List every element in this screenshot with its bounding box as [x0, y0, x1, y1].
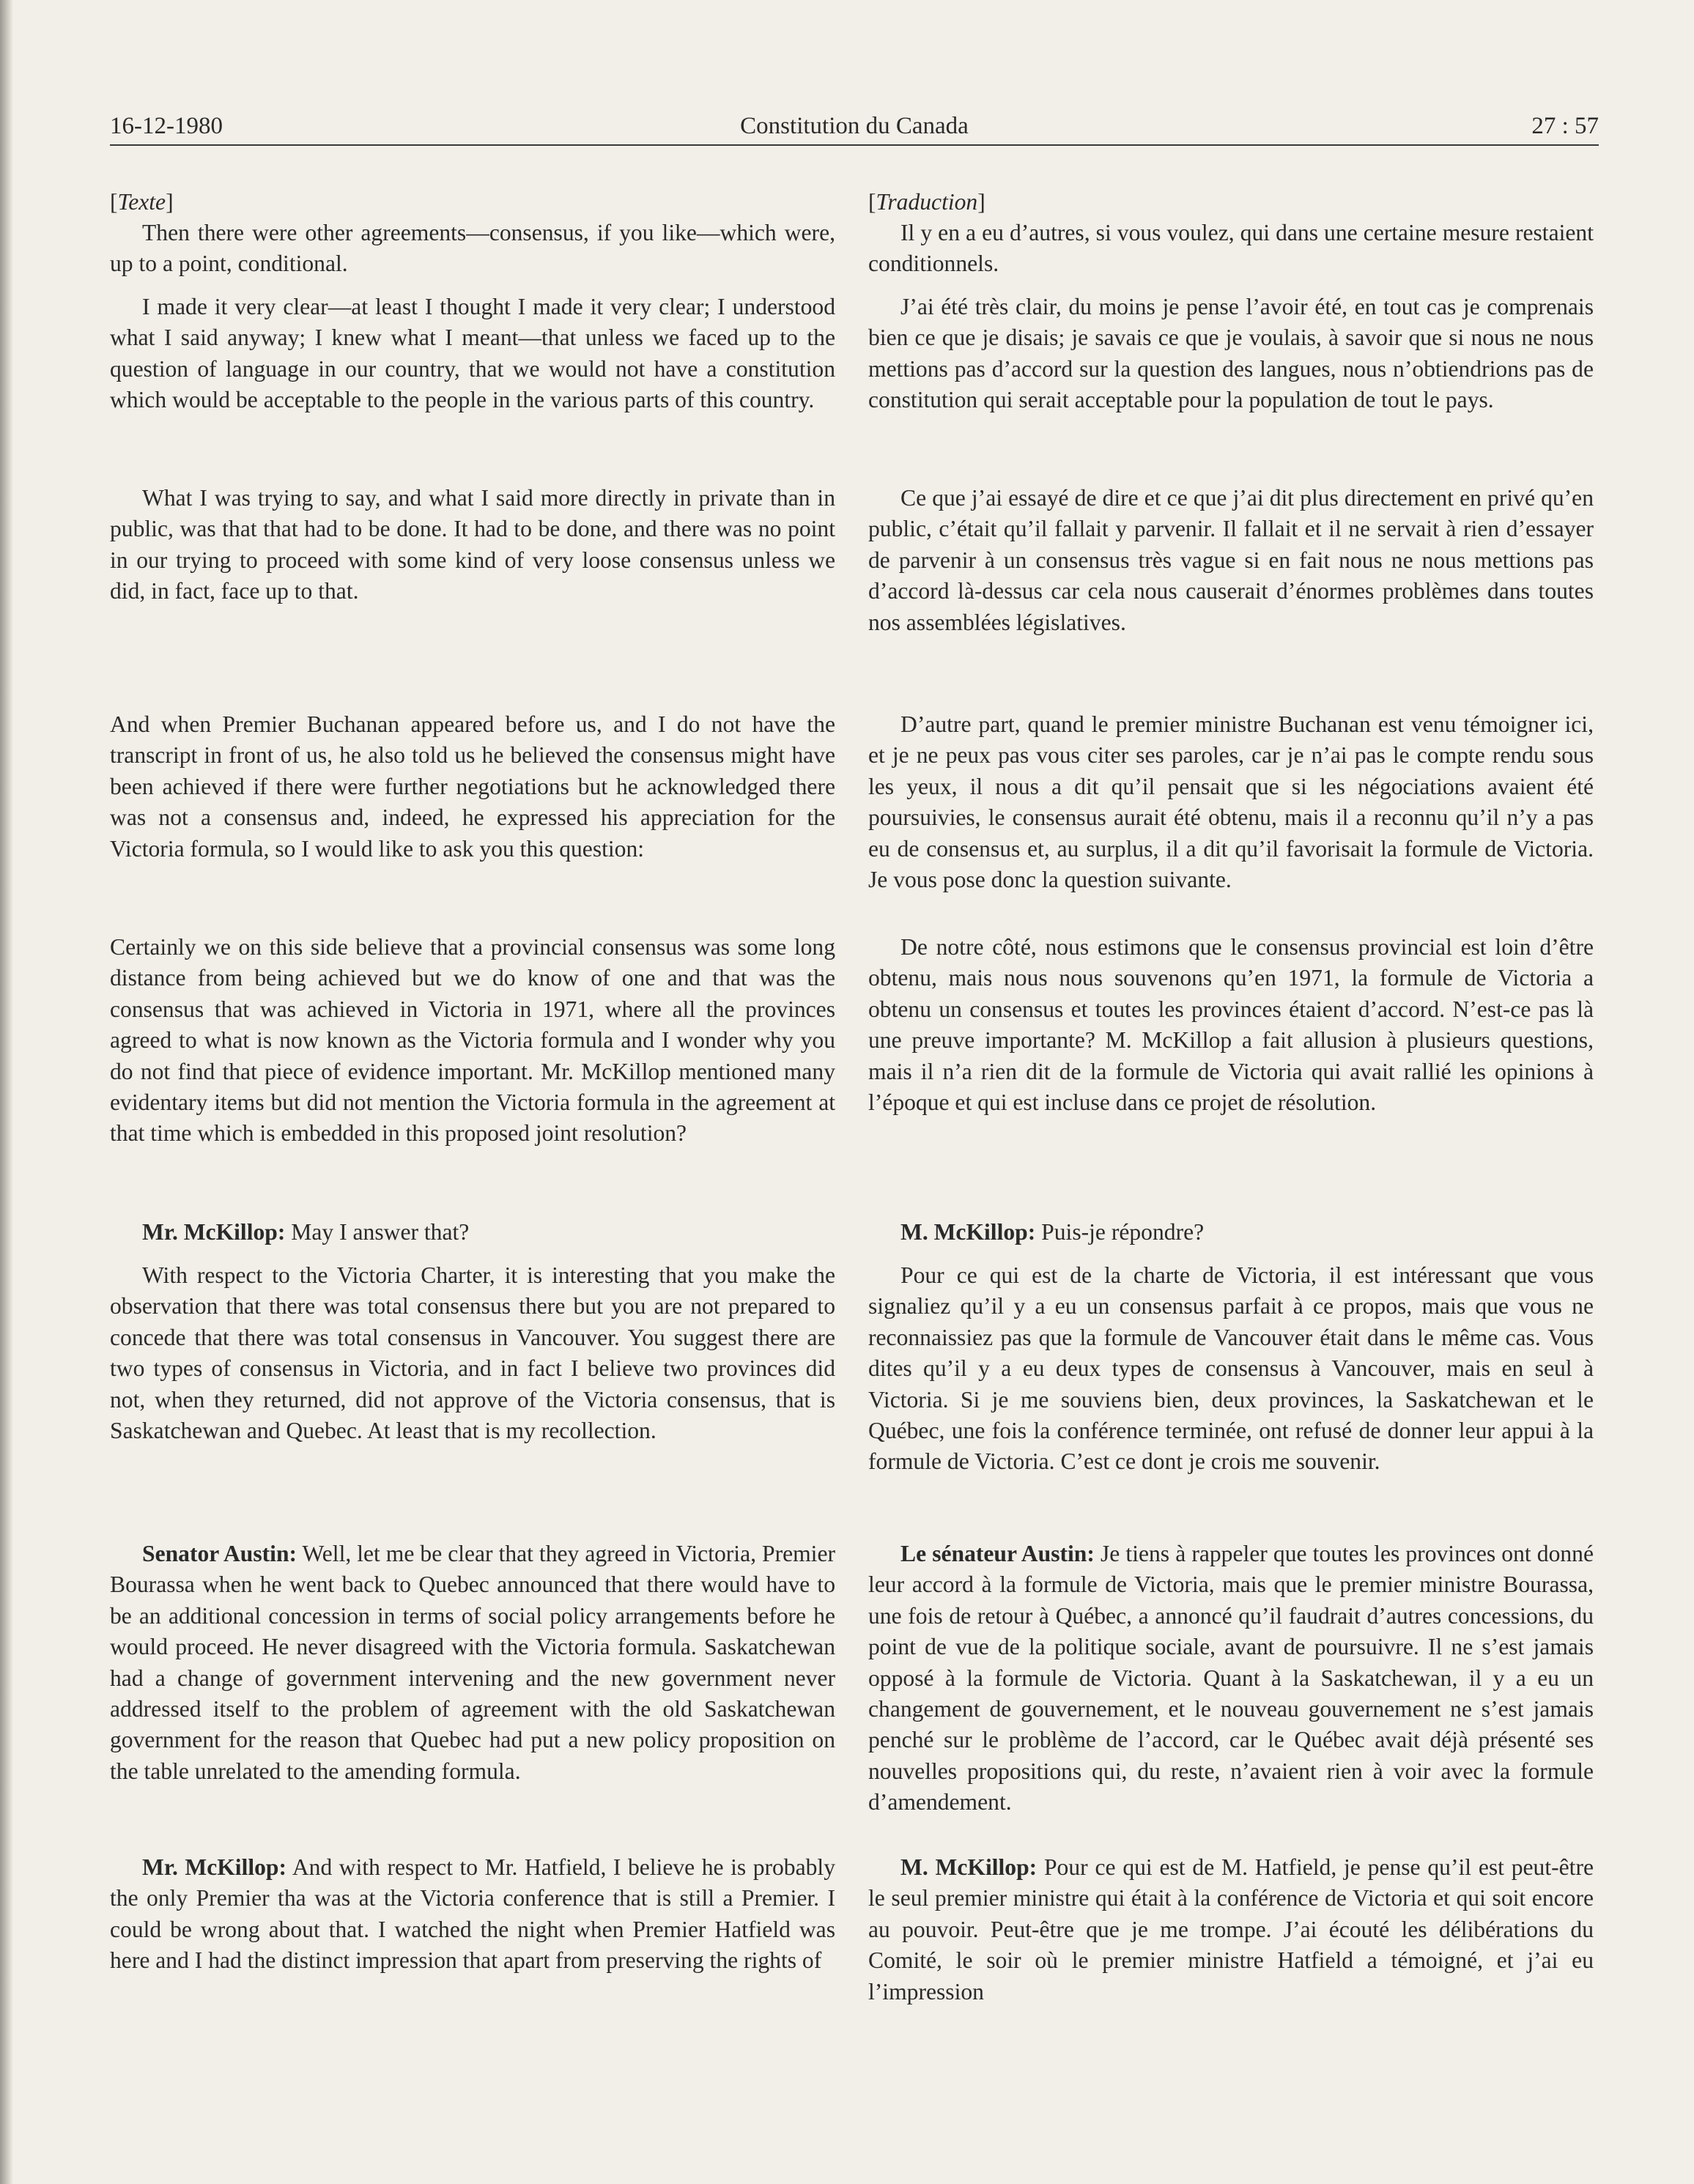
paragraph-text: De notre côté, nous estimons que le consensus provincial est loin d’être obtenu, mais nous nous souvenons qu’en 1971, la formule de Victoria a obtenu un consensus et toutes les provinces étaient d’accord. N’est-ce pas là une preuve importante? M. McKillop a fait allusion à plusieurs questions, mais il n’a rien dit de la formule de Victoria qui avait rallié les opinions à l’époque et qui est incluse dans ce projet de résolution.: [868, 934, 1594, 1116]
speaker-name: Mr. McKillop:: [142, 1219, 286, 1245]
speaker-paragraph: [868, 1217, 1594, 1248]
speaker-name: Senator Austin:: [142, 1541, 297, 1566]
paragraph: [868, 709, 1594, 895]
speaker-name: Le sénateur Austin:: [900, 1541, 1095, 1566]
paragraph-text: Well, let me be clear that they agreed in Victoria, Premier Bourassa when he went back to Quebec announced that there would have to be an additional concession in terms of social policy arrangements before he would proceed. He never disagreed with the Victoria formula. Saskatchewan had a change of government intervening and the new government never addressed itself to the problem of agreement with the old Saskatchewan government for the reason that Quebec had put a new policy proposition on the table unrelated to the amending formula.: [110, 1541, 836, 1784]
header-title: Constitution du Canada: [740, 113, 969, 139]
paragraph: [868, 218, 1594, 280]
speaker-paragraph: [868, 1539, 1594, 1818]
speaker-name: M. McKillop:: [900, 1219, 1036, 1245]
paragraph-text: J’ai été très clair, du moins je pense l’avoir été, en tout cas je comprenais bien ce que je disais; je savais ce que je voulais, à savoir que si nous ne nous mettions pas d’accord sur la question des langues, nous n’obtiendrions pas de constitution qui serait acceptable pour la population de tout le pays.: [868, 294, 1594, 413]
paragraph-text: With respect to the Victoria Charter, it is interesting that you make the observation that there was total consensus there but you are not prepared to concede that there was total consensus in Vancouver. You suggest there are two types of consensus in Victoria, and in fact I believe two provinces did not, when they returned, did not approve of the Victoria consensus, that is Saskatchewan and Quebec. At least that is my recollection.: [110, 1262, 835, 1444]
speaker-name: M. McKillop:: [900, 1854, 1038, 1880]
header-page-number: 27 : 57: [1531, 113, 1599, 139]
paragraph: [868, 1260, 1594, 1478]
paragraph: [110, 932, 835, 1150]
paragraph: [868, 483, 1594, 638]
paragraph: [110, 709, 835, 865]
paragraph: [110, 218, 835, 280]
paragraph-text: Je tiens à rappeler que toutes les provinces ont donné leur accord à la formule de Victoria, mais que le premier ministre Bourassa, une fois de retour à Québec, a annoncé qu’il faudrait d’autres concessions, du point de vue de la politique sociale, avant de poursuivre. Il ne s’est jamais opposé à la formule de Victoria. Quant à la Saskatchewan, il y a eu un changement de gouvernement, et le nouveau gouvernement ne s’est jamais penché sur le problème de l’accord, car le Québec avait déjà présenté ses nouvelles propositions qui, du reste, n’avaient rien à voir avec la formule d’amendement.: [868, 1541, 1594, 1815]
paragraph-text: Puis-je répondre?: [1041, 1219, 1205, 1245]
speaker-paragraph: [110, 1852, 835, 1977]
paragraph: [110, 1260, 835, 1446]
paragraph: [110, 483, 835, 607]
paragraph: [110, 292, 835, 416]
header-rule: [110, 144, 1599, 146]
paragraph-text: Pour ce qui est de M. Hatfield, je pense qu’il est peut-être le seul premier ministre qui était à la conférence de Victoria et qui soit encore au pouvoir. Peut-être que je me trompe. J’ai écouté les délibérations du Comité, le soir où le premier ministre Hatfield a témoigné, et j’ai eu l’impression: [868, 1854, 1594, 2005]
paragraph-text: I made it very clear—at least I thought I made it very clear; I understood what I said anyway; I knew what I meant—that unless we faced up to the question of language in our country, that we would not have a constitution which would be acceptable to the people in the various parts of this country.: [110, 294, 835, 413]
header-date: 16-12-1980: [110, 113, 223, 139]
paragraph: [868, 292, 1594, 416]
paragraph-text: Ce que j’ai essayé de dire et ce que j’ai dit plus directement en privé qu’en public, c’était qu’il fallait y parvenir. Il fallait et il ne servait à rien d’essayer de parvenir à un consensus très vague si en fait nous ne nous mettions pas d’accord là-dessus car cela nous causerait d’énormes problèmes dans toutes nos assemblées législatives.: [868, 485, 1594, 635]
speaker-name: Mr. McKillop:: [142, 1854, 287, 1880]
running-header: [110, 104, 1599, 148]
speaker-paragraph: [868, 1852, 1594, 2007]
paragraph-text: Certainly we on this side believe that a provincial consensus was some long distance from being achieved but we do know of one and that was the consensus that was achieved in Victoria in 1971, where all the provinces agreed to what is now known as the Victoria formula and I wonder why you do not find that piece of evidence important. Mr. McKillop mentioned many evidentary items but did not mention the Victoria formula in the agreement at that time which is embedded in this proposed joint resolution?: [110, 934, 835, 1147]
paragraph-text: May I answer that?: [291, 1219, 470, 1245]
column-label: [Traduction]: [868, 189, 985, 215]
paragraph-text: What I was trying to say, and what I said more directly in private than in public, was that that had to be done. It had to be done, and there was no point in our trying to proceed with some kind of very loose consensus unless we did, in fact, face up to that.: [110, 485, 835, 604]
speaker-paragraph: [110, 1539, 835, 1787]
paragraph-text: Pour ce qui est de la charte de Victoria, il est intéressant que vous signaliez qu’il y a eu un consensus parfait à ce propos, mais que vous ne reconnaissiez pas que la formule de Vancouver était dans le même cas. Vous dites qu’il y a eu deux types de consensus à Vancouver, mais en seul à Victoria. Si je me souviens bien, deux provinces, la Saskatchewan et le Québec, une fois la conférence terminée, ont refusé de donner leur appui à la formule de Victoria. C’est ce dont je crois me souvenir.: [868, 1262, 1594, 1475]
paragraph: [868, 932, 1594, 1118]
paragraph-text: D’autre part, quand le premier ministre Buchanan est venu témoigner ici, et je ne peux pas vous citer ses paroles, car je n’ai pas le compte rendu sous les yeux, il nous a dit qu’il pensait que si les négociations avaient été poursuivies, le consensus aurait été obtenu, mais il a reconnu qu’il n’y a pas eu de consensus et, au surplus, il a dit qu’il favorisait la formule de Victoria. Je vous pose donc la question suivante.: [868, 711, 1594, 893]
paragraph-text: And when Premier Buchanan appeared before us, and I do not have the transcript in front of us, he also told us he believed the consensus might have been achieved if there were further negotiations but he acknowledged there was not a consensus and, indeed, he expressed his appreciation for the Victoria formula, so I would like to ask you this question:: [110, 711, 835, 862]
paragraph-text: Il y en a eu d’autres, si vous voulez, qui dans une certaine mesure restaient conditionnels.: [868, 220, 1594, 277]
paragraph-text: And with respect to Mr. Hatfield, I believe he is probably the only Premier tha was at the Victoria conference that is still a Premier. I could be wrong about that. I watched the night when Premier Hatfield was here and I had the distinct impression that apart from preserving the rights of: [110, 1854, 836, 1974]
column-label: [Texte]: [110, 189, 174, 215]
paragraph-text: Then there were other agreements—consensus, if you like—which were, up to a point, conditional.: [110, 220, 835, 277]
speaker-paragraph: [110, 1217, 835, 1248]
